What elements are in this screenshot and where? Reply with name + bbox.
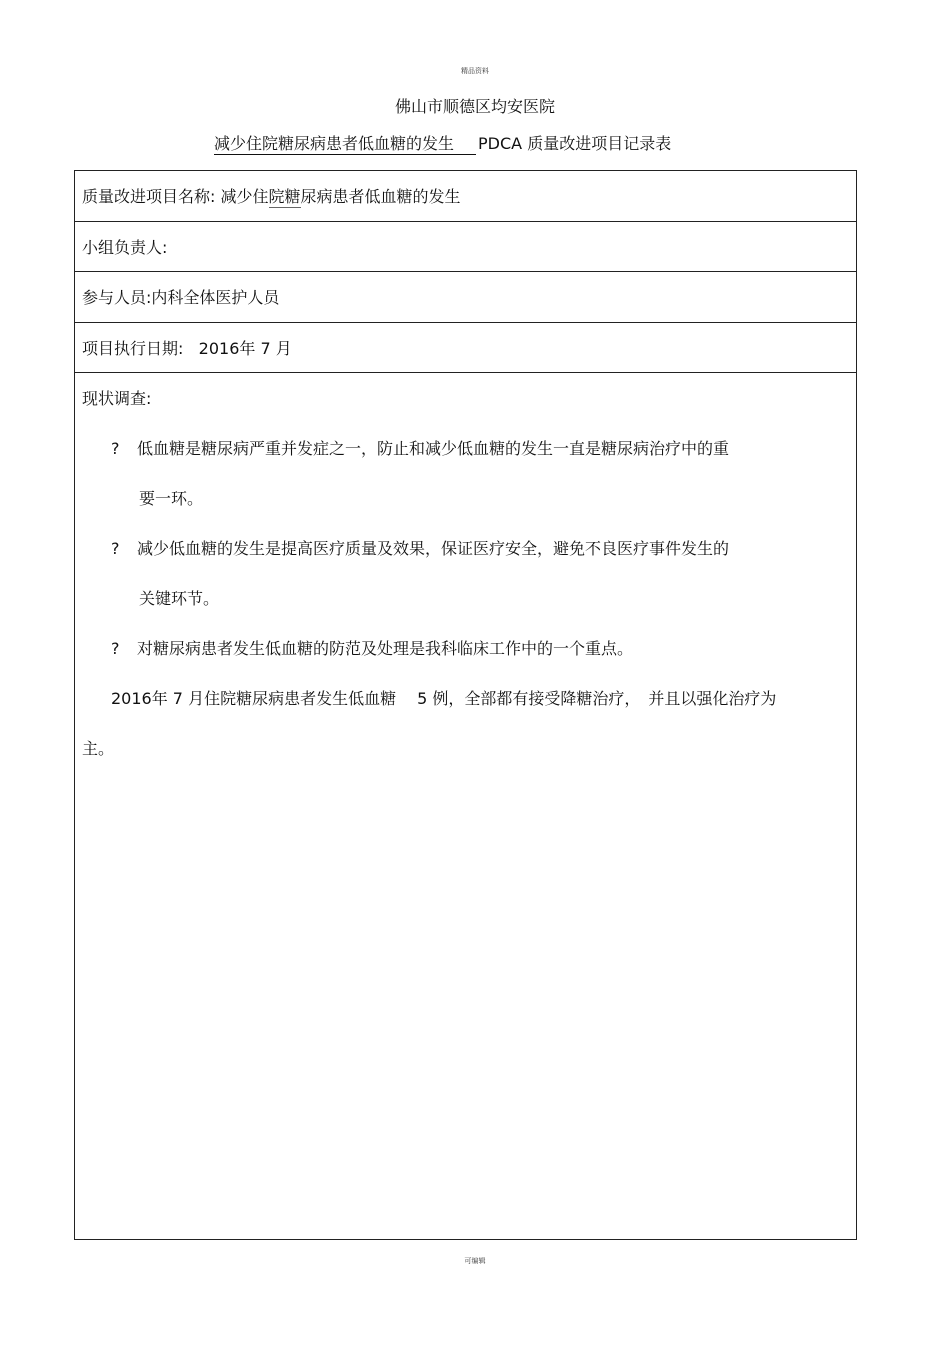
leader-label: 小组负责人: — [82, 238, 168, 257]
survey-summary-line2: 主。 — [82, 739, 115, 758]
project-name-label: 质量改进项目名称: — [82, 187, 216, 206]
survey-item-1-line2: 要一环。 — [139, 489, 204, 508]
survey-item-3 — [111, 636, 633, 659]
date-field — [82, 336, 292, 359]
date-value: 2016年 7 月 — [198, 339, 292, 358]
bullet-icon: ? — [111, 439, 120, 458]
project-name-prefix: 减少住 — [220, 187, 269, 206]
members-label: 参与人员: — [82, 288, 152, 307]
bullet-icon: ? — [111, 539, 120, 558]
record-form — [74, 170, 857, 1240]
bullet-icon: ? — [111, 639, 120, 658]
members-value: 内科全体医护人员 — [151, 288, 280, 307]
document-title — [214, 131, 671, 155]
survey-item-2 — [111, 536, 729, 559]
survey-item-2-line2: 关键环节。 — [139, 589, 220, 608]
survey-item-1-line1: 低血糖是糖尿病严重并发症之一，防止和减少低血糖的发生一直是糖尿病治疗中的重 — [137, 439, 730, 458]
project-name-row — [75, 171, 856, 222]
leader-row — [75, 222, 856, 272]
title-rest: PDCA 质量改进项目记录表 — [478, 134, 672, 153]
date-row — [75, 323, 856, 373]
members-field — [82, 285, 279, 308]
header-watermark: 精品资料 — [461, 67, 489, 75]
title-underlined: 减少住院糖尿病患者低血糖的发生 — [214, 131, 476, 155]
survey-item-1 — [111, 436, 729, 459]
members-row — [75, 272, 856, 323]
survey-item-3-line1: 对糖尿病患者发生低血糖的防范及处理是我科临床工作中的一个重点。 — [137, 639, 634, 658]
project-name-underlined: 院糖 — [269, 184, 301, 208]
hospital-name: 佛山市顺德区均安医院 — [394, 97, 555, 116]
project-name-suffix: 尿病患者低血糖的发生 — [300, 187, 461, 206]
footer-watermark: 可编辑 — [464, 1257, 486, 1265]
survey-summary-line1: 2016年 7 月住院糖尿病患者发生低血糖 5 例，全部都有接受降糖治疗， 并且以强化治疗为 — [111, 689, 777, 708]
survey-label: 现状调查: — [82, 389, 152, 408]
project-name-field — [82, 184, 461, 208]
survey-item-2-line1: 减少低血糖的发生是提高医疗质量及效果，保证医疗安全，避免不良医疗事件发生的 — [137, 539, 730, 558]
date-label: 项目执行日期: — [82, 339, 184, 358]
